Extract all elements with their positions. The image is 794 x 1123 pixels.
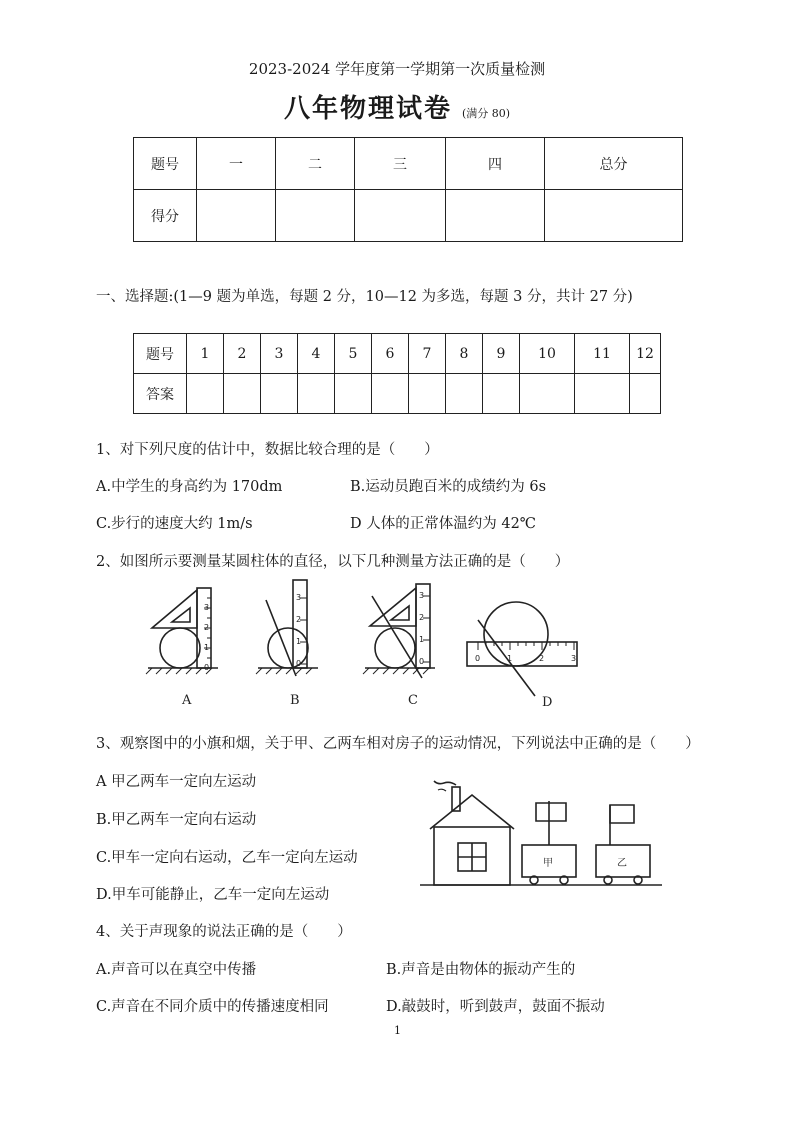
score-table-header-row — [134, 138, 683, 190]
tick-label: 1 — [419, 635, 425, 644]
answer-cell[interactable] — [520, 374, 575, 414]
answer-cell[interactable] — [335, 374, 372, 414]
figure-label-d: D — [542, 695, 553, 710]
tick-label: 3 — [419, 591, 425, 600]
score-cell[interactable] — [276, 190, 355, 242]
q1-option-d: D 人体的正常体温约为 42℃ — [350, 516, 537, 532]
question-3-stem: 3、观察图中的小旗和烟，关于甲、乙两车相对房子的运动情况，下列说法中正确的是（ ） — [96, 736, 700, 752]
section-heading: 一、选择题:(1—9 题为单选，每题 2 分，10—12 为多选，每题 3 分，共计 27 分) — [96, 289, 633, 305]
tick-label: 1 — [204, 643, 210, 652]
answer-row-label: 答案 — [134, 374, 187, 414]
tick-label: 3 — [204, 603, 210, 612]
q3-option-c: C.甲车一定向右运动，乙车一定向左运动 — [96, 850, 358, 866]
answer-cell[interactable] — [446, 374, 483, 414]
question-number-cell: 7 — [409, 334, 446, 374]
car-yi — [596, 805, 650, 884]
flag-yi — [610, 805, 634, 823]
score-header-cell: 总分 — [545, 138, 683, 190]
figure-d — [467, 602, 577, 696]
answer-cell[interactable] — [575, 374, 630, 414]
question-4-stem: 4、关于声现象的说法正确的是（ ） — [96, 924, 352, 940]
answer-cell[interactable] — [409, 374, 446, 414]
question-number-cell: 12 — [630, 334, 661, 374]
answer-table-label: 题号 — [134, 334, 187, 374]
exam-title: 八年物理试卷 — [283, 94, 452, 124]
score-cell[interactable] — [446, 190, 545, 242]
exam-subtitle: 2023-2024 学年度第一学期第一次质量检测 — [248, 60, 546, 78]
score-header-cell: 三 — [355, 138, 446, 190]
question-number-cell: 8 — [446, 334, 483, 374]
question-number-cell: 4 — [298, 334, 335, 374]
q4-option-c: C.声音在不同介质中的传播速度相同 — [96, 999, 329, 1015]
tick-label: 1 — [296, 637, 302, 646]
score-cell[interactable] — [545, 190, 683, 242]
answer-cell[interactable] — [630, 374, 661, 414]
tick-label: 2 — [296, 615, 302, 624]
answer-cell[interactable] — [372, 374, 409, 414]
smoke — [434, 781, 456, 785]
ruler-d — [467, 642, 577, 666]
car-jia — [522, 801, 576, 884]
cylinder-a — [160, 628, 200, 668]
tick-label: 2 — [539, 654, 545, 663]
question-number-cell: 5 — [335, 334, 372, 374]
question-number-cell: 6 — [372, 334, 409, 374]
tick-label: 3 — [296, 593, 302, 602]
answer-cell[interactable] — [298, 374, 335, 414]
score-header-cell: 题号 — [134, 138, 197, 190]
question-number-cell: 11 — [575, 334, 630, 374]
answer-cell[interactable] — [187, 374, 224, 414]
question-number-cell: 1 — [187, 334, 224, 374]
tick-label: 0 — [419, 657, 425, 666]
answer-table-number-row — [134, 334, 661, 374]
tick-label: 0 — [296, 659, 302, 668]
tick-label: 2 — [419, 613, 425, 622]
question-number-cell: 2 — [224, 334, 261, 374]
figure-label-c: C — [408, 693, 418, 708]
q1-option-b: B.运动员跑百米的成绩约为 6s — [350, 479, 547, 495]
question-number-cell: 3 — [261, 334, 298, 374]
figure-label-a: A — [182, 693, 192, 708]
flag-jia — [536, 803, 566, 821]
tick-label: 0 — [204, 663, 210, 672]
question-number-cell: 10 — [520, 334, 575, 374]
q4-option-d: D.敲鼓时，听到鼓声，鼓面不振动 — [386, 999, 605, 1015]
tick-label: 3 — [571, 654, 577, 663]
page-number: 1 — [394, 1024, 401, 1037]
score-header-cell: 二 — [276, 138, 355, 190]
cylinder-b — [268, 628, 308, 668]
score-row-label: 得分 — [134, 190, 197, 242]
answer-cell[interactable] — [483, 374, 520, 414]
ruler-tick-labels — [204, 591, 576, 672]
score-table — [133, 137, 683, 242]
car-label-jia: 甲 — [543, 858, 553, 869]
q1-option-c: C.步行的速度大约 1m/s — [96, 516, 253, 532]
q4-option-a: A.声音可以在真空中传播 — [96, 962, 257, 978]
score-header-cell: 一 — [197, 138, 276, 190]
score-header-cell: 四 — [446, 138, 545, 190]
question-2-stem: 2、如图所示要测量某圆柱体的直径，以下几种测量方法正确的是（ ） — [96, 554, 570, 570]
figure-b — [256, 580, 318, 676]
q3-option-a: A 甲乙两车一定向左运动 — [96, 774, 257, 790]
q3-option-b: B.甲乙两车一定向右运动 — [96, 812, 257, 828]
answer-table-answer-row — [134, 374, 661, 414]
full-mark: (满分 80) — [461, 107, 511, 120]
figure-label-b: B — [290, 693, 300, 708]
answer-cell[interactable] — [224, 374, 261, 414]
title-row — [0, 88, 794, 125]
house — [430, 787, 514, 885]
house-and-cars-figure — [416, 775, 666, 895]
tick-label: 2 — [204, 623, 210, 632]
answer-cell[interactable] — [261, 374, 298, 414]
score-table-score-row — [134, 190, 683, 242]
sight-line-c — [372, 596, 425, 678]
q4-option-b: B.声音是由物体的振动产生的 — [386, 962, 576, 978]
score-cell[interactable] — [355, 190, 446, 242]
question-number-cell: 9 — [483, 334, 520, 374]
score-cell[interactable] — [197, 190, 276, 242]
tick-label: 0 — [475, 654, 481, 663]
tick-label: 1 — [507, 654, 513, 663]
q1-option-a: A.中学生的身高约为 170dm — [96, 479, 283, 495]
measurement-figure — [140, 578, 600, 713]
q3-option-d: D.甲车可能静止，乙车一定向左运动 — [96, 887, 330, 903]
car-label-yi: 乙 — [617, 858, 627, 869]
question-1-stem: 1、对下列尺度的估计中，数据比较合理的是（ ） — [96, 442, 439, 458]
answer-table — [133, 333, 661, 414]
figure-c — [363, 584, 435, 678]
